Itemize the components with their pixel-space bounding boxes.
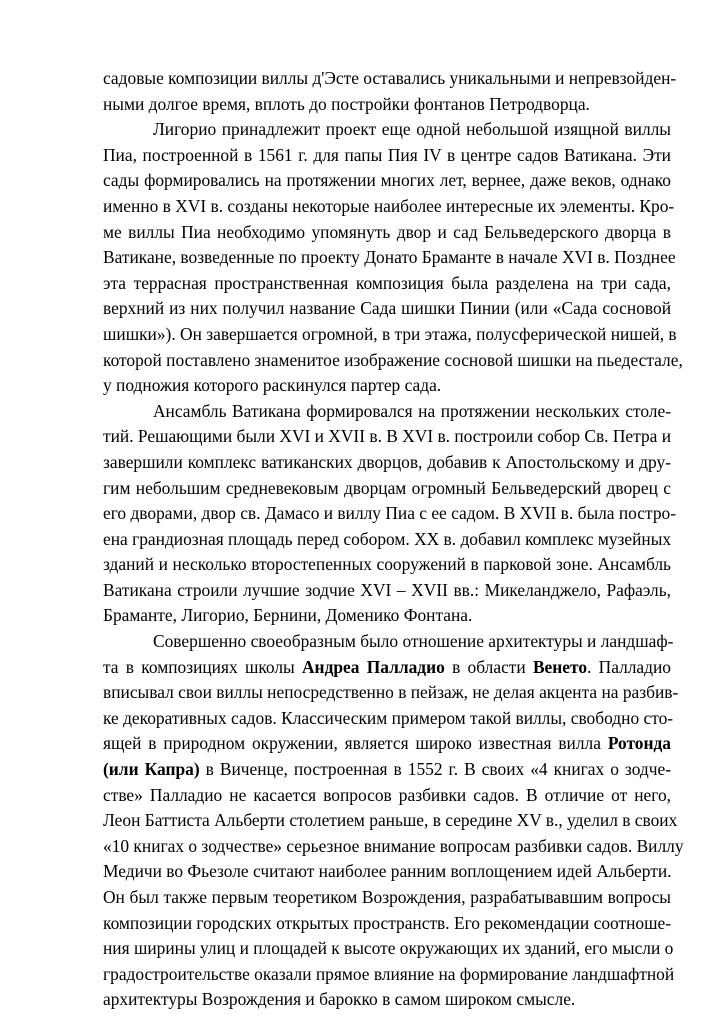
bold-text: Ротонда	[607, 733, 671, 754]
text-line	[103, 271, 671, 297]
text-line	[103, 552, 671, 578]
paragraph	[103, 629, 684, 1013]
text-run: ния ширины улиц и площадей к высоте окружающих их зданий, его мысли о	[103, 938, 674, 959]
text-run: которой поставлено знаменитое изображение сосновой шишки на пьедестале,	[103, 349, 683, 370]
text-line	[103, 424, 671, 450]
text-line	[103, 578, 671, 604]
bold-text: Венето	[532, 656, 588, 677]
text-run: Он был также первым теоретиком Возрождения, разрабатывавшим вопросы	[103, 887, 671, 907]
text-line	[103, 987, 671, 1013]
text-run: ена грандиозная площадь перед собором. XX в. добавил комплекс музейных	[103, 528, 672, 549]
text-run: . Палладио	[587, 656, 671, 677]
text-run: гим небольшим средневековым дворцам огромный Бельведерский дворец с	[103, 477, 671, 498]
text-run: его дворами, двор св. Дамасо и виллу Пиа с ее садом. В XVII в. была постро-	[103, 503, 677, 524]
text-line	[103, 680, 679, 706]
text-line	[103, 706, 674, 732]
text-line	[103, 859, 671, 885]
text-line	[103, 527, 671, 553]
text-run: архитектуры Возрождения и барокко в самом широком смысле.	[103, 989, 576, 1010]
text-line	[103, 655, 671, 681]
text-run: «10 книгах о зодчестве» серьезное внимание вопросам разбивки садов. Виллу	[103, 835, 684, 856]
paragraph	[103, 117, 683, 399]
text-line	[103, 322, 677, 348]
text-run: градостроительстве оказали прямое влияние на формирование ландшафтной	[103, 963, 675, 984]
text-line	[103, 936, 674, 962]
text-run: ме виллы Пиа необходимо упомянуть двор и сад Бельведерского дворца в	[103, 221, 671, 242]
text-run: эта террасная пространственная композиция была разделена на три сада,	[103, 272, 671, 293]
text-line	[103, 245, 676, 271]
text-run: ке декоративных садов. Классическим примером такой виллы, свободно сто-	[103, 707, 674, 728]
document-page	[103, 66, 684, 1013]
text-line	[103, 962, 675, 988]
text-run: садовые композиции виллы д'Эсте оставались уникальными и непревзойден-	[103, 68, 677, 88]
text-run: Ватикане, возведенные по проекту Донато Браманте в начале XVI в. Позднее	[103, 247, 676, 268]
text-run: Лигорио принадлежит проект еще одной небольшой изящной виллы	[153, 119, 671, 140]
text-line	[103, 296, 671, 322]
text-line	[103, 476, 671, 502]
text-line	[103, 117, 671, 143]
text-line	[103, 66, 677, 92]
text-run: стве» Палладио не касается вопросов разбивки садов. В отличие от него,	[103, 784, 671, 805]
text-line	[103, 757, 671, 783]
text-line	[103, 629, 674, 655]
bold-text: (или Капра)	[103, 759, 200, 780]
text-run: Ватикана строили лучшие зодчие XVI – XVII вв.: Микеланджело, Рафаэль,	[103, 579, 671, 600]
text-run: композиции городских открытых пространств. Его рекомендации соотноше-	[103, 912, 671, 933]
text-line	[103, 783, 671, 809]
text-run: ными долгое время, вплоть до постройки фонтанов Петродворца.	[103, 93, 590, 114]
bold-text: Андреа Палладио	[302, 656, 445, 677]
text-line	[103, 808, 678, 834]
text-run: Леон Баттиста Альберти столетием раньше, в середине XV в., уделил в своих	[103, 810, 678, 831]
text-line	[103, 731, 671, 757]
text-run: Браманте, Лигорио, Бернини, Доменико Фонтана.	[103, 605, 473, 626]
text-run: в области	[444, 656, 533, 677]
text-run: ящей в природном окружении, является широко известная вилла	[103, 733, 608, 754]
text-line	[103, 399, 671, 425]
text-line	[103, 348, 683, 374]
text-run: Ансамбль Ватикана формировался на протяжении нескольких столе-	[153, 400, 671, 421]
text-line	[103, 220, 671, 246]
text-run: зданий и несколько второстепенных сооружений в парковой зоне. Ансамбль	[103, 554, 671, 575]
text-run: сады формировались на протяжении многих лет, вернее, даже веков, однако	[103, 170, 671, 191]
text-run: Пиа, построенной в 1561 г. для папы Пия IV в центре садов Ватикана. Эти	[103, 144, 671, 165]
paragraph	[103, 399, 677, 629]
text-run: шишки»). Он завершается огромной, в три этажа, полусферической нишей, в	[103, 323, 677, 344]
text-line	[103, 143, 671, 169]
text-line	[103, 168, 671, 194]
text-run: верхний из них получил название Сада шишки Пинии (или «Сада сосновой	[103, 298, 671, 319]
text-run: у подножия которого раскинулся партер сада.	[103, 375, 442, 396]
text-run: Медичи во Фьезоле считают наиболее ранним воплощением идей Альберти.	[103, 861, 672, 882]
text-line	[103, 194, 675, 220]
paragraph	[103, 66, 677, 117]
text-run: тий. Решающими были XVI и XVII в. В XVI в. построили собор Св. Петра и	[103, 426, 672, 447]
text-line	[103, 92, 671, 118]
text-run: вписывал свои виллы непосредственно в пейзаж, не делая акцента на разбив-	[103, 682, 679, 703]
text-line	[103, 450, 671, 476]
text-line	[103, 885, 671, 911]
text-line	[103, 603, 671, 629]
text-line	[103, 911, 671, 937]
text-run: завершили комплекс ватиканских дворцов, добавив к Апостольскому и дру-	[103, 451, 671, 472]
text-run: Совершенно своеобразным было отношение архитектуры и ландшаф-	[153, 631, 674, 652]
text-line	[103, 373, 671, 399]
text-line	[103, 834, 684, 860]
text-run: именно в XVI в. созданы некоторые наиболее интересные их элементы. Кро-	[103, 195, 675, 216]
text-run: та в композициях школы	[103, 656, 302, 677]
text-run: в Виченце, построенная в 1552 г. В своих «4 книгах о зодче-	[199, 759, 671, 780]
text-line	[103, 501, 677, 527]
